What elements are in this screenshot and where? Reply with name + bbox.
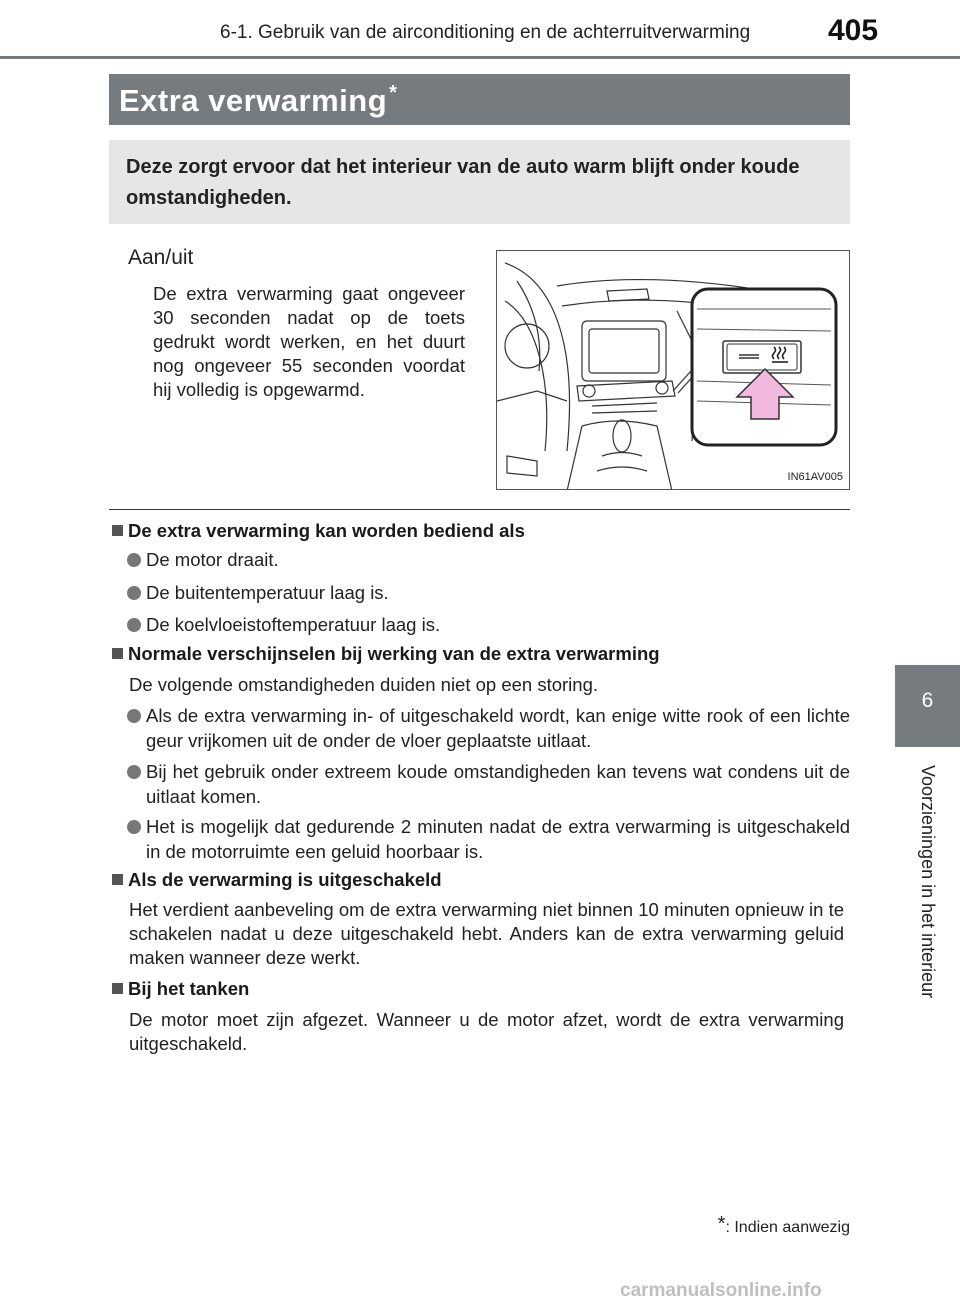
section-heading-text: De extra verwarming kan worden bediend als <box>128 520 525 541</box>
section-heading-text: Als de verwarming is uitgeschakeld <box>128 869 442 890</box>
list-item <box>127 814 850 864</box>
title-bar <box>109 74 850 125</box>
page-title <box>119 82 397 119</box>
list-item-text: De buitentemperatuur laag is. <box>146 582 389 603</box>
section-heading-tanken <box>112 978 249 1000</box>
aan-uit-description: De extra verwarming gaat ongeveer 30 seconden nadat op de toets gedrukt wordt werken, en het duurt nog ongeveer 55 seconden voordat hij volledig is opgewarmd. <box>153 283 465 400</box>
bullet-icon <box>127 618 141 632</box>
list-item <box>127 547 850 572</box>
section-heading-text: Bij het tanken <box>128 978 250 999</box>
list-item <box>127 580 850 605</box>
list-item <box>127 612 850 637</box>
bullet-icon <box>127 765 141 779</box>
chapter-tab <box>895 665 960 747</box>
dashboard-drawing <box>497 251 850 490</box>
section-paragraph: Het verdient aanbeveling om de extra verwarming niet binnen 10 minuten opnieuw in te schakelen nadat u deze uitgeschakeld hebt. Anders kan de extra verwarming geluid maken wanneer deze werkt. <box>129 899 844 968</box>
intro-text: Deze zorgt ervoor dat het interieur van de auto warm blijft onder koude omstandigheden. <box>126 156 800 209</box>
chapter-title: Voorzieningen in het interieur <box>918 765 938 999</box>
square-bullet-icon <box>112 874 123 885</box>
page-title-text: Extra verwarming <box>119 83 388 118</box>
header-rule <box>0 56 960 59</box>
section-paragraph: De motor moet zijn afgezet. Wanneer u de motor afzet, wordt de extra verwarming uitgeschakeld. <box>129 1009 844 1054</box>
running-header: 6-1. Gebruik van de airconditioning en de achterruitverwarming <box>220 22 751 43</box>
footnote-asterisk: * <box>717 1213 726 1235</box>
footnote-text: : Indien aanwezig <box>725 1219 850 1236</box>
section-heading-text: Normale verschijnselen bij werking van de extra verwarming <box>128 643 660 664</box>
watermark: carmanualsonline.info <box>620 1280 822 1301</box>
square-bullet-icon <box>112 983 123 994</box>
list-item-text: De motor draait. <box>146 549 279 570</box>
intro-box <box>109 140 850 224</box>
bullet-icon <box>127 820 141 834</box>
square-bullet-icon <box>112 648 123 659</box>
chapter-number: 6 <box>921 689 934 712</box>
bullet-icon <box>127 553 141 567</box>
section-heading-verschijnselen <box>112 643 660 665</box>
section-paragraph: De volgende omstandigheden duiden niet op een storing. <box>129 674 599 695</box>
list-item <box>127 759 850 809</box>
list-item-text: De koelvloeistoftemperatuur laag is. <box>146 614 441 635</box>
dashboard-illustration <box>496 250 850 490</box>
footnote <box>718 1213 850 1237</box>
bullet-icon <box>127 586 141 600</box>
square-bullet-icon <box>112 525 123 536</box>
section-divider <box>109 509 850 510</box>
title-asterisk: * <box>389 82 398 104</box>
section-heading-bediend <box>112 520 525 542</box>
list-item-text: Als de extra verwarming in- of uitgeschakeld wordt, kan enige witte rook of een lichte geur vrijkomen uit de onder de vloer geplaatste uitlaat. <box>146 705 850 751</box>
list-item-text: Het is mogelijk dat gedurende 2 minuten nadat de extra verwarming is uitgeschakeld in de motorruimte een geluid hoorbaar is. <box>146 816 850 862</box>
figure-code: IN61AV005 <box>787 471 843 483</box>
list-item-text: Bij het gebruik onder extreem koude omstandigheden kan tevens wat condens uit de uitlaat komen. <box>146 761 850 807</box>
section-heading-uitgeschakeld <box>112 869 442 891</box>
list-item <box>127 703 850 753</box>
page-number: 405 <box>828 14 879 47</box>
aan-uit-label: Aan/uit <box>128 246 194 269</box>
bullet-icon <box>127 709 141 723</box>
